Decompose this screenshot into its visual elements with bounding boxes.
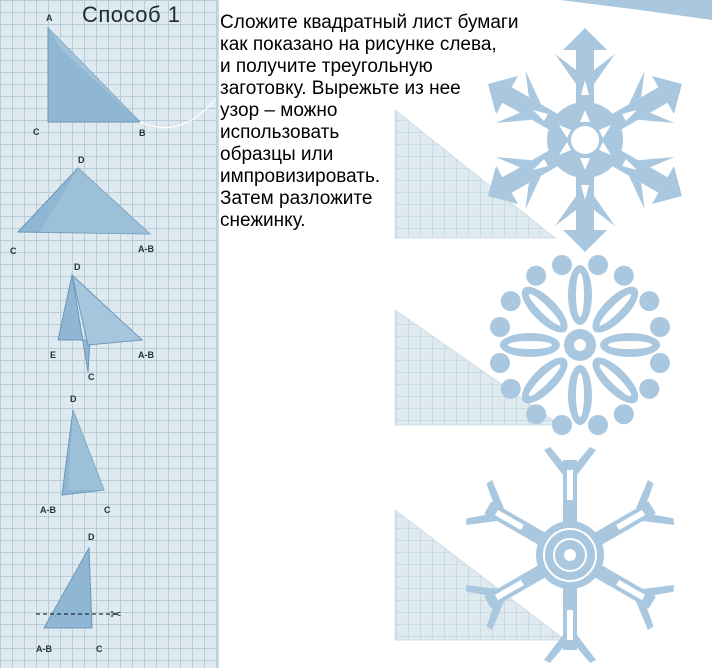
step3-label-d: D	[74, 262, 81, 272]
instruction-line: узор – можно	[220, 100, 338, 121]
instruction-line: образцы или	[220, 144, 334, 165]
step2-label-c: C	[10, 246, 17, 256]
instructions-text	[220, 12, 570, 232]
step3-label-e: E	[50, 350, 57, 360]
step1-label-c: C	[33, 127, 40, 137]
step4-label-d: D	[70, 394, 77, 404]
step4-label-ab: A-B	[40, 505, 56, 515]
step2-label-d: D	[78, 155, 85, 165]
instruction-line: как показано на рисунке слева,	[220, 34, 497, 55]
instruction-line: и получите треугольную	[220, 56, 433, 77]
instruction-line: заготовку. Вырежьте из нее	[220, 78, 461, 99]
step3-label-c: C	[88, 372, 95, 382]
step5-label-d: D	[88, 532, 95, 542]
step2-label-ab: A-B	[138, 244, 154, 254]
instruction-line: использовать	[220, 122, 340, 143]
svg-text:✂: ✂	[110, 607, 122, 623]
method-title: Способ 1	[82, 2, 181, 27]
instruction-line: снежинку.	[220, 210, 306, 231]
step5-label-c: C	[96, 644, 103, 654]
step5-label-ab: A-B	[36, 644, 52, 654]
step4-label-c: C	[104, 505, 111, 515]
instruction-line: импровизировать.	[220, 166, 381, 187]
step1-label-a: A	[46, 13, 53, 23]
instruction-line: Сложите квадратный лист бумаги	[220, 12, 519, 33]
instruction-line: Затем разложите	[220, 188, 373, 209]
step3-label-ab: A-B	[138, 350, 154, 360]
step1-label-b: B	[139, 128, 146, 138]
